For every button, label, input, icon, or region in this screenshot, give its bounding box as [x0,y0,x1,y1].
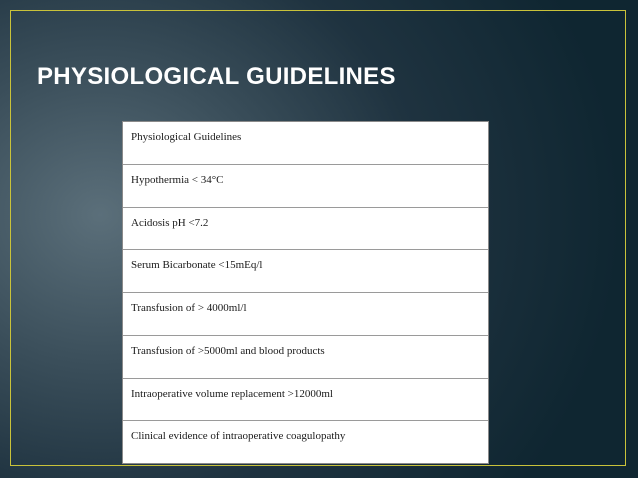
table-row: Hypothermia < 34°C [123,165,488,208]
table-row: Serum Bicarbonate <15mEq/l [123,250,488,293]
table-row: Clinical evidence of intraoperative coagulopathy [131,430,346,443]
table-row: Transfusion of > 4000ml/l [123,293,488,336]
table-row: Intraoperative volume replacement >12000ml [123,379,488,422]
table-row: Acidosis pH <7.2 [123,208,488,251]
table-row-header: Physiological Guidelines [123,122,488,165]
slide-title: PHYSIOLOGICAL GUIDELINES [37,63,396,90]
table-row: Transfusion of >5000ml and blood products [123,336,488,379]
guidelines-table [122,121,489,464]
